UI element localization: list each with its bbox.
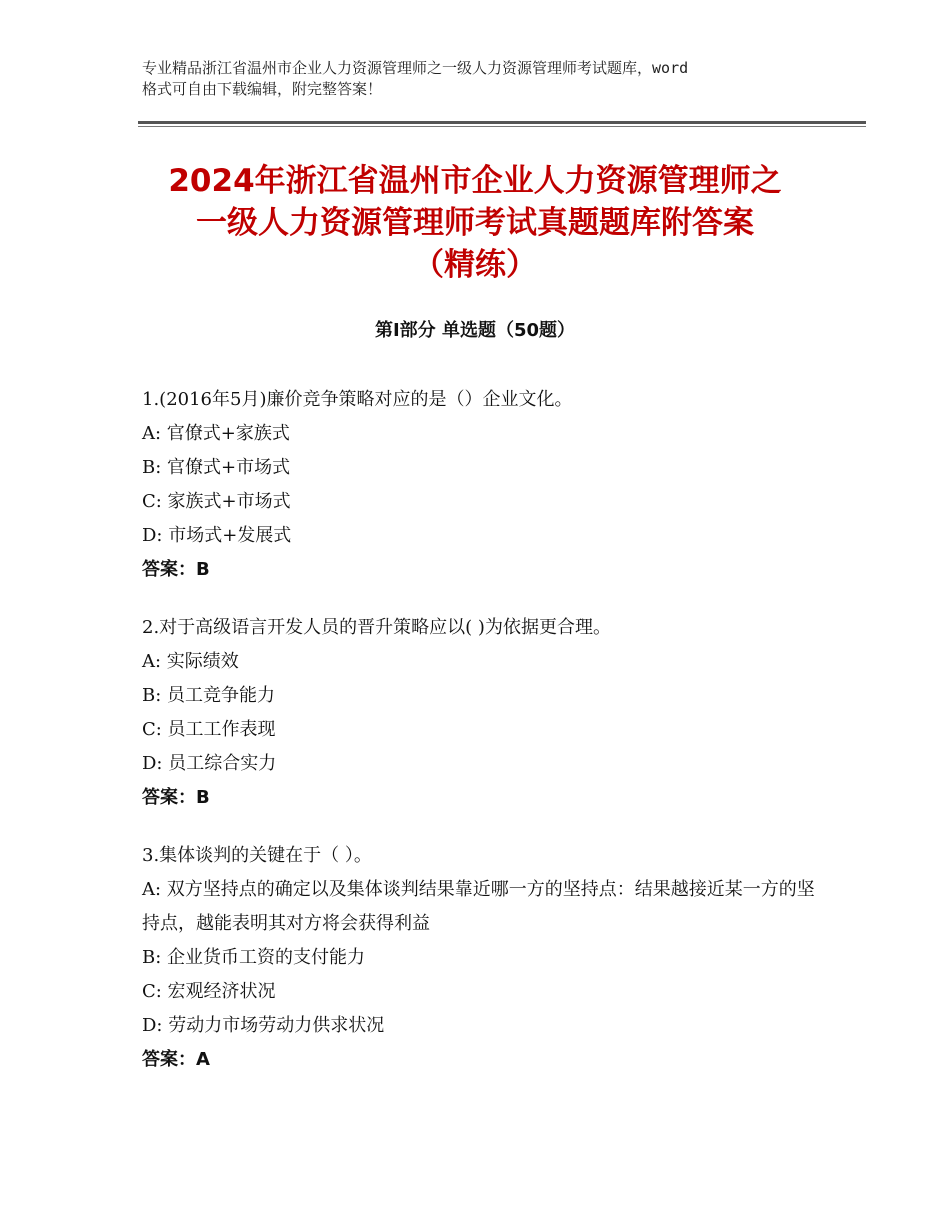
option-b: B: 员工竞争能力 bbox=[142, 685, 276, 706]
question-1 bbox=[142, 383, 822, 587]
option-b: B: 企业货币工资的支付能力 bbox=[142, 947, 366, 968]
header-note-line-2: 格式可自由下载编辑，附完整答案！ bbox=[142, 80, 383, 98]
option-c: C: 宏观经济状况 bbox=[142, 981, 276, 1002]
section-heading: 第Ⅰ部分 单选题（50题） bbox=[374, 320, 575, 341]
option-d: D: 员工综合实力 bbox=[142, 753, 277, 774]
option-c: C: 员工工作表现 bbox=[142, 719, 276, 740]
option-a: A: 双方坚持点的确定以及集体谈判结果靠近哪一方的坚持点：结果越接近某一方的坚持点，越能表明其对方将会获得利益 bbox=[142, 879, 815, 934]
header-divider-thick bbox=[138, 121, 866, 124]
header-divider-thin bbox=[138, 126, 866, 127]
answer-label: 答案：B bbox=[142, 787, 210, 808]
title-line-3: （精练） bbox=[413, 247, 537, 283]
option-a: A: 官僚式+家族式 bbox=[142, 423, 290, 444]
header-note bbox=[142, 58, 822, 100]
question-2 bbox=[142, 611, 822, 815]
title-line-2: 一级人力资源管理师考试真题题库附答案 bbox=[196, 205, 754, 241]
document-title bbox=[120, 160, 830, 286]
answer-label: 答案：A bbox=[142, 1049, 210, 1070]
question-stem: 1.(2016年5月)廉价竞争策略对应的是（）企业文化。 bbox=[142, 389, 573, 410]
option-c: C: 家族式+市场式 bbox=[142, 491, 291, 512]
option-a: A: 实际绩效 bbox=[142, 651, 239, 672]
option-d: D: 市场式+发展式 bbox=[142, 525, 292, 546]
question-list bbox=[142, 383, 822, 1101]
option-d: D: 劳动力市场劳动力供求状况 bbox=[142, 1015, 385, 1036]
header-note-line-1: 专业精品浙江省温州市企业人力资源管理师之一级人力资源管理师考试题库，word bbox=[142, 59, 689, 77]
question-stem: 2.对于高级语言开发人员的晋升策略应以( )为依据更合理。 bbox=[142, 617, 611, 638]
question-3 bbox=[142, 839, 822, 1077]
option-b: B: 官僚式+市场式 bbox=[142, 457, 291, 478]
question-stem: 3.集体谈判的关键在于（ ）。 bbox=[142, 845, 372, 866]
answer-label: 答案：B bbox=[142, 559, 210, 580]
title-line-1: 2024年浙江省温州市企业人力资源管理师之 bbox=[168, 163, 782, 199]
